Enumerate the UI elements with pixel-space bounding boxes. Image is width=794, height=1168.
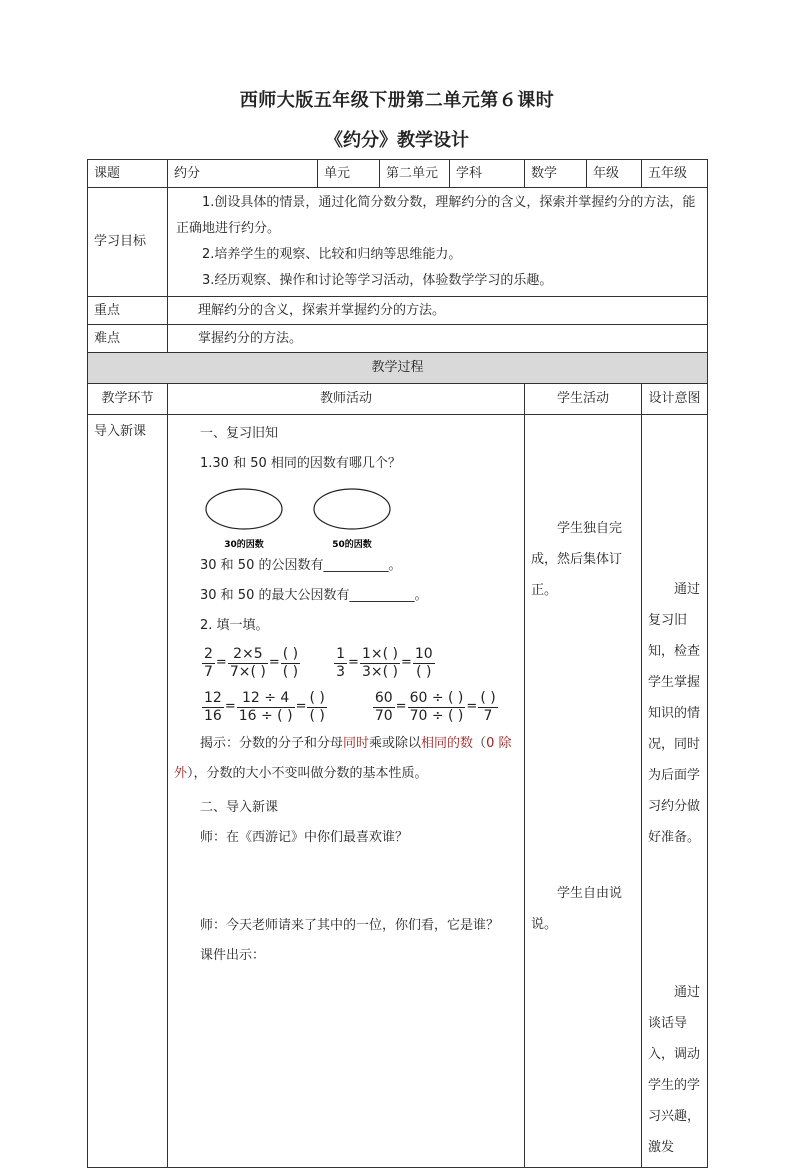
col-teacher: 教师活动 — [168, 384, 525, 415]
fraction: $\frac{10}{( )}$ — [414, 645, 433, 680]
student-activity-1: 学生独自完成，然后集体订正。 — [531, 521, 623, 598]
goal-item: 3.经历观察、操作和讨论等学习活动，体验数学学习的乐趣。 — [202, 273, 553, 288]
teacher-question-1: 师：在《西游记》中你们最喜欢谁？ — [200, 830, 409, 845]
stage-row — [88, 415, 708, 1168]
fraction: $\frac{2}{7}$ — [204, 645, 213, 680]
info-row — [88, 160, 708, 188]
key-point-row — [88, 297, 708, 325]
design-intent-2: 通过谈话导入，调动学生的学习兴趣，激发 — [648, 985, 701, 1155]
factor-ellipses — [174, 479, 518, 551]
fraction: $\frac{12 \div 4}{16 \div ( )}$ — [238, 689, 293, 724]
goal-item: 2.培养学生的观察、比较和归纳等思维能力。 — [202, 247, 462, 262]
col-intent: 设计意图 — [642, 384, 708, 415]
fraction: $\frac{( )}{( )}$ — [309, 689, 325, 724]
unit-value: 第二单元 — [380, 160, 450, 188]
fraction: $\frac{2\times 5}{7\times( )}$ — [229, 645, 266, 680]
topic-label: 课题 — [88, 160, 168, 188]
question-2: 2. 填一填。 — [200, 618, 269, 633]
stage-name-text: 导入新课 — [94, 424, 147, 439]
grade-value: 五年级 — [642, 160, 708, 188]
key-point-label: 重点 — [88, 297, 168, 325]
topic-value: 约分 — [168, 160, 318, 188]
ellipse-30 — [206, 489, 282, 529]
intro-heading: 二、导入新课 — [200, 800, 279, 815]
fraction: $\frac{60 \div ( )}{70 \div ( )}$ — [409, 689, 464, 724]
goals-label: 学习目标 — [88, 188, 168, 297]
review-heading: 一、复习旧知 — [200, 426, 279, 441]
design-intent — [642, 415, 708, 1168]
document-subtitle: 《约分》教学设计 — [325, 130, 469, 151]
goals-text — [168, 188, 708, 297]
grade-label: 年级 — [587, 160, 642, 188]
difficulty-row — [88, 325, 708, 353]
teacher-activity — [168, 415, 525, 1168]
subject-value: 数学 — [525, 160, 587, 188]
document-title: 西师大版五年级下册第二单元第６课时 — [239, 90, 555, 111]
max-common-factor-blank: 30 和 50 的最大公因数有__________。 — [200, 588, 428, 603]
common-factors-blank: 30 和 50 的公因数有__________。 — [200, 558, 402, 573]
courseware-label: 课件出示： — [200, 948, 266, 963]
property-hint: 揭示：分数的分子和分母同时乘或除以相同的数（0 除外），分数的大小不变叫做分数的基本性质。 — [174, 736, 512, 781]
question-1: 1.30 和 50 相同的因数有哪几个？ — [200, 456, 401, 471]
fraction: $\frac{12}{16}$ — [204, 689, 222, 724]
process-title: 教学过程 — [88, 353, 708, 384]
process-title-row — [88, 353, 708, 384]
fraction: $\frac{( )}{( )}$ — [282, 645, 299, 680]
goals-row — [88, 188, 708, 297]
difficulty-text: 掌握约分的方法。 — [168, 325, 708, 353]
student-activity — [525, 415, 642, 1168]
lesson-plan-table — [87, 159, 708, 1168]
goal-item: 1.创设具体的情景，通过化简分数分数，理解约分的含义，探索并掌握约分的方法，能正确地进行约分。 — [176, 195, 696, 236]
design-intent-1: 通过复习旧知，检查学生掌握知识的情况，同时为后面学习约分做好准备。 — [648, 582, 701, 845]
key-point-text: 理解约分的含义，探索并掌握约分的方法。 — [168, 297, 708, 325]
unit-label: 单元 — [318, 160, 380, 188]
ellipse-50 — [314, 489, 390, 529]
ellipse-30-label: 30的因数 — [224, 540, 264, 550]
ellipse-diagram — [204, 485, 404, 555]
stage-name — [88, 415, 168, 1168]
process-header-row — [88, 384, 708, 415]
student-activity-2: 学生自由说说。 — [531, 886, 623, 932]
fraction: $\frac{1\times( )}{3\times( )}$ — [361, 645, 398, 680]
difficulty-label: 难点 — [88, 325, 168, 353]
ellipse-50-label: 50的因数 — [332, 540, 372, 550]
fraction-row-1: $\frac{2}{7}$ = $\frac{2\times 5}{7\times( )}$ = $\frac{( )}{( )}$ $\frac{1}{3}$ = $\frac{1\times( )}{3\times( )}$ = $\frac{10}{( )}$ — [204, 645, 433, 680]
subject-label: 学科 — [450, 160, 525, 188]
fraction: $\frac{( )}{7}$ — [480, 689, 496, 724]
col-student: 学生活动 — [525, 384, 642, 415]
fraction: $\frac{1}{3}$ — [336, 645, 346, 680]
teacher-question-2: 师：今天老师请来了其中的一位，你们看，它是谁？ — [200, 918, 500, 933]
fraction: $\frac{60}{70}$ — [374, 689, 393, 724]
fraction-row-2: $\frac{12}{16}$ = $\frac{12 \div 4}{16 \div ( )}$ = $\frac{( )}{( )}$ $\frac{60}{70}$ = $\frac{60 \div ( )}{70 \div ( )}$ = $\frac{( )}{7}$ — [204, 689, 496, 724]
col-stage: 教学环节 — [88, 384, 168, 415]
